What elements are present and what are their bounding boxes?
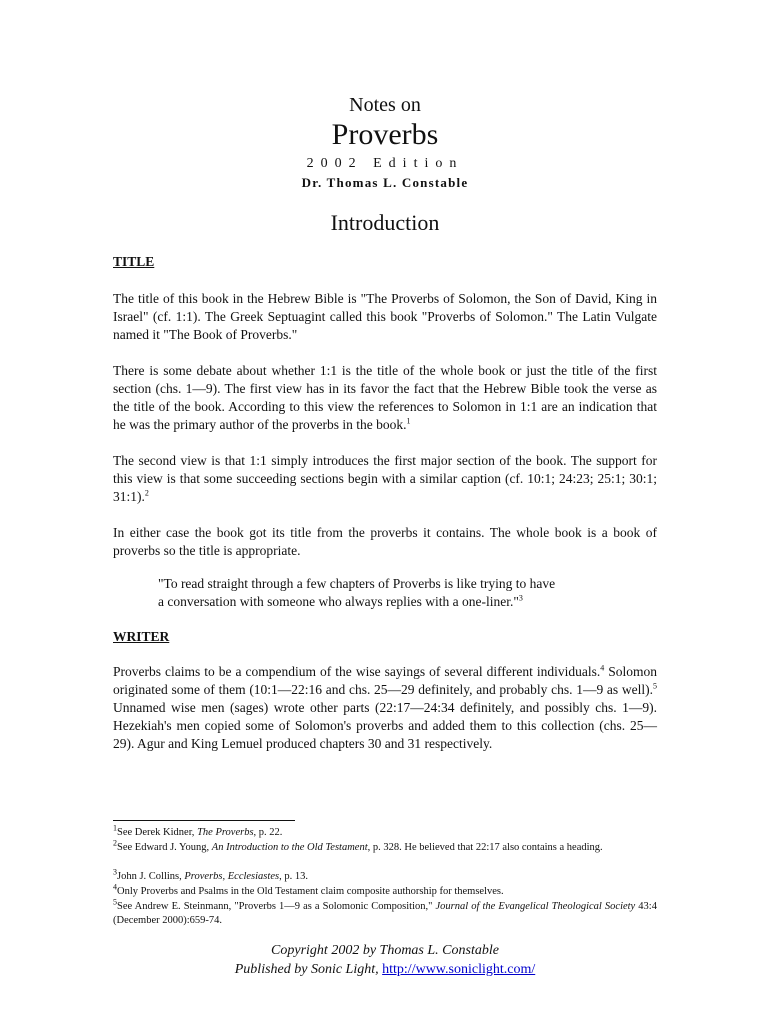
title-paragraph-4: In either case the book got its title from the proverbs it contains. The whole book is a book of proverbs so the title is appropriate. [113,525,657,558]
notes-on-label: Notes on [349,94,421,116]
writer-section-heading: WRITER [113,629,170,644]
footnote-4: $^4$Only Proverbs and Psalms in the Old Testament claim composite authorship for themselves. [113,882,504,897]
author-name: Dr. Thomas L. Constable [301,175,469,190]
footnote-ref-4[interactable]: 4 [600,663,605,673]
title-paragraph-1: The title of this book in the Hebrew Bible is "The Proverbs of Solomon, the Son of David, King in Israel" (cf. 1:1). The Greek Septuagint called this book "Proverbs of Solomon." The Latin Vulgate named it "The Book of Proverbs." [113,291,657,342]
footnote-5: $^5$See Andrew E. Steinmann, "Proverbs 1—9 as a Solomonic Composition," Journal of the Evangelical Theological Society 43:4 (December 2000):659-74. [113,897,657,926]
copyright-line: Copyright 2002 by Thomas L. Constable [271,943,499,958]
footnote-2: $^2$See Edward J. Young, An Introduction to the Old Testament, p. 328. He believed that 22:17 also contains a heading. [113,838,603,853]
website-link[interactable]: http://www.soniclight.com/ [382,962,536,977]
footnote-3: $^3$John J. Collins, Proverbs, Ecclesiastes, p. 13. [113,867,308,882]
block-quote: "To read straight through a few chapters of Proverbs is like trying to have a conversation with someone who always replies with a one-liner."$^3$ [158,576,556,609]
footnote-ref-3[interactable]: 3 [518,593,523,603]
footnote-divider [113,820,295,821]
footnote-ref-2[interactable]: 2 [144,488,149,498]
book-title: Proverbs [331,118,439,151]
footnote-1: $^1$See Derek Kidner, The Proverbs, p. 22. [113,823,283,838]
published-line: Published by Sonic Light, http://www.soniclight.com/ [234,962,536,977]
title-paragraph-3: The second view is that 1:1 simply introduces the first major section of the book. The support for this view is that some succeeding sections begin with a similar caption (cf. 10:1; 24:23; 25:1; 30:1; 31:1).$^2$ [113,453,657,504]
footnote-ref-5[interactable]: 5 [653,681,657,691]
title-section-heading: TITLE [113,254,155,269]
writer-paragraph: Proverbs claims to be a compendium of the wise sayings of several different individuals.$^4$ Solomon originated some of them (10:1—22:16 and chs. 25—29 definitely, and probably chs. 1—9 as well).$^5$ Unnamed wise men (sages) wrote other parts (22:17—24:34 definitely, and possibly chs. 1—9). Hezekiah's men copied some of Solomon's proverbs and added them to this collection (chs. 25—29). Agur and King Lemuel produced chapters 30 and 31 respectively. [113,663,657,751]
introduction-heading: Introduction [330,210,440,235]
edition-label: 2002 Edition [306,156,464,171]
footnote-ref-1[interactable]: 1 [406,416,411,426]
title-paragraph-2: There is some debate about whether 1:1 is the title of the whole book or just the title of the first section (chs. 1—9). The first view has in its favor the fact that the Hebrew Bible took the verse as the title of the book. According to this view the references to Solomon in 1:1 are an indication that he was the primary author of the proverbs in the book.$^1$ [113,363,657,432]
